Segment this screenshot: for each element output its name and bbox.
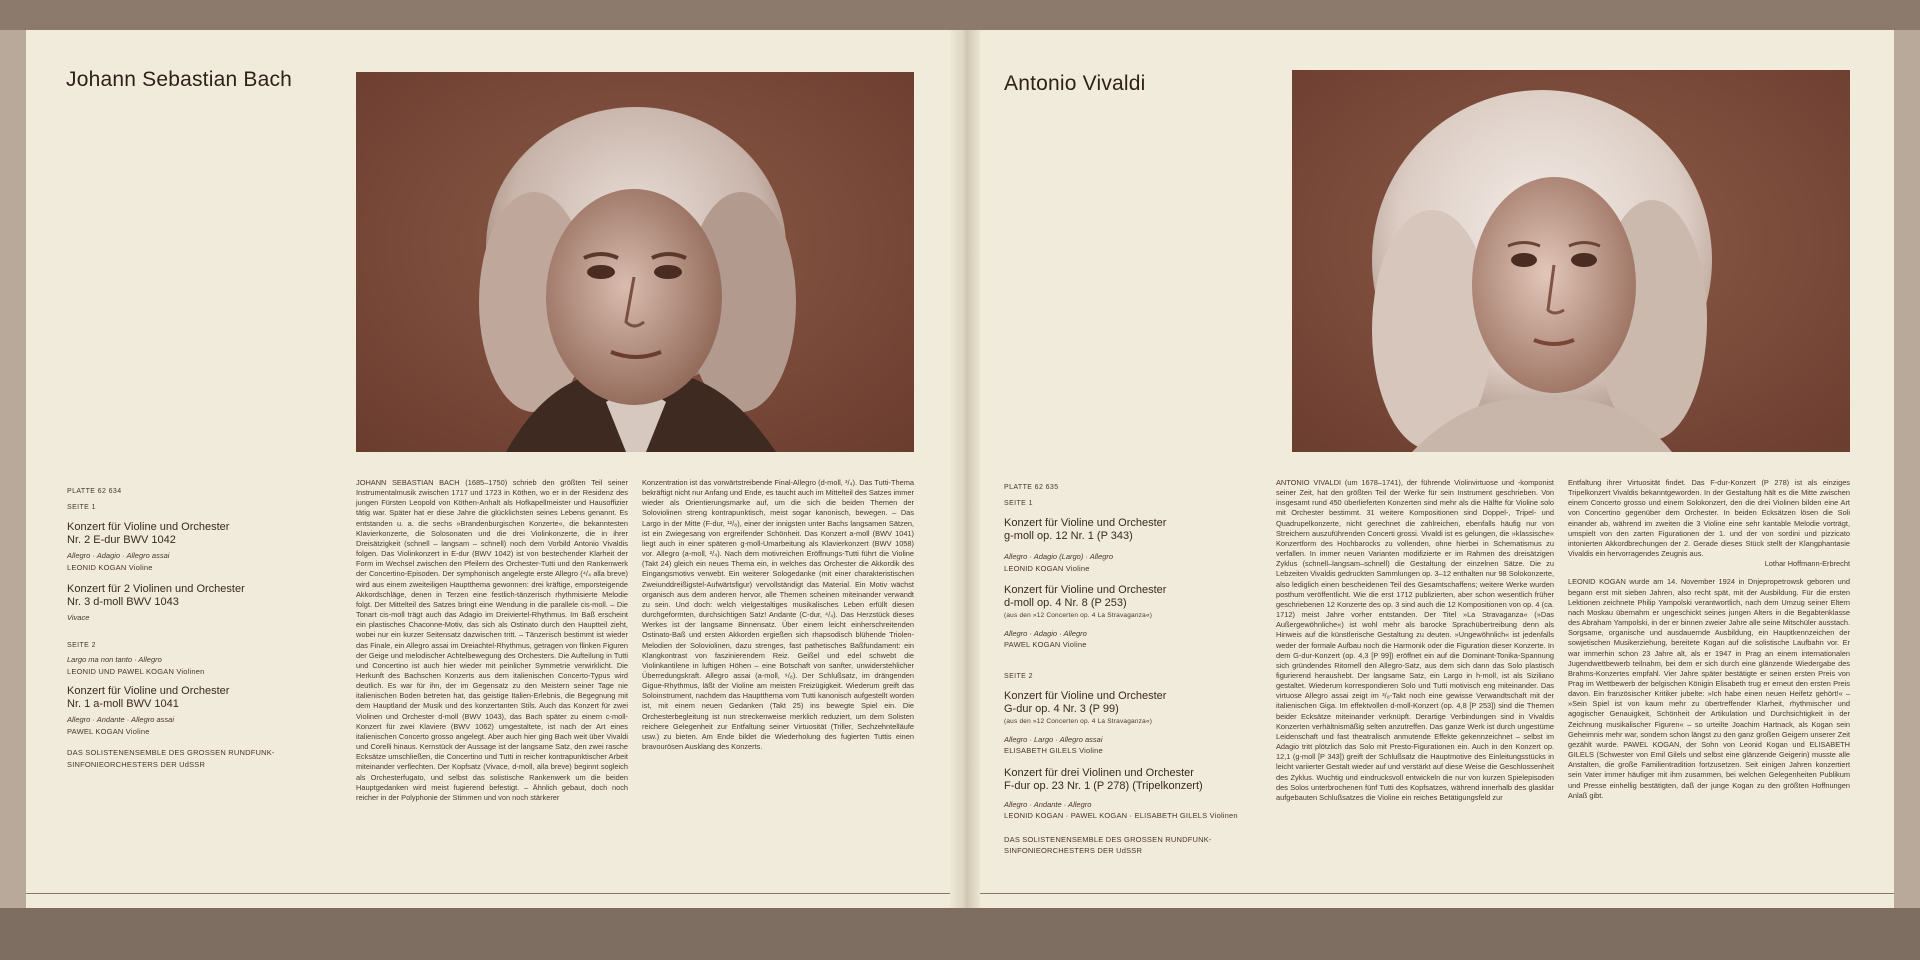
bach-text-column-1 [356, 478, 628, 888]
work-title-line: Konzert für Violine und Orchester [67, 521, 230, 533]
scan-background-bottom [0, 908, 1920, 960]
movements: Largo ma non tanto · Allegro [67, 655, 162, 664]
performers: LEONID KOGAN · PAWEL KOGAN · ELISABETH GILELS Violinen [1004, 811, 1238, 820]
gatefold-spine [950, 30, 980, 908]
performers: LEONID UND PAWEL KOGAN Violinen [67, 666, 205, 676]
vivaldi-text-column-1 [1276, 478, 1554, 890]
work-title-line: g-moll op. 12 Nr. 1 (P 343) [1004, 530, 1133, 542]
movements: Allegro · Adagio · Allegro [1004, 628, 1087, 638]
performers: LEONID KOGAN Violine [1004, 563, 1090, 573]
work-subtitle: (aus den »12 Concerten op. 4 La Stravaganza«) [1004, 612, 1153, 619]
movements: Vivace [67, 613, 90, 622]
work-title [67, 583, 307, 609]
vivaldi-portrait [1292, 70, 1850, 452]
work-title-line: Konzert für drei Violinen und Orchester [1004, 766, 1194, 779]
work-title-line: Nr. 1 a-moll BWV 1041 [67, 698, 179, 710]
work-subtitle: (aus den »12 Concerten op. 4 La Stravaganza«) [1004, 718, 1153, 725]
platte-number: PLATTE 62 635 [1004, 484, 1059, 491]
vivaldi-tracklist [1004, 482, 1244, 857]
bach-tracklist [67, 486, 307, 770]
bach-portrait [356, 72, 914, 452]
work-title-line: Nr. 3 d-moll BWV 1043 [67, 596, 179, 608]
page-bottom-rule [966, 893, 1894, 894]
work-title-line: d-moll op. 4 Nr. 8 (P 253) [1004, 597, 1127, 609]
bach-title: Johann Sebastian Bach [66, 68, 293, 91]
movements: Allegro · Adagio · Allegro assai [67, 551, 170, 560]
side-1-label: SEITE 1 [1004, 499, 1033, 507]
work-title [67, 521, 307, 547]
movements: Allegro · Adagio (Largo) · Allegro [1004, 552, 1114, 561]
scan-background-top [0, 0, 1920, 30]
body-text: JOHANN SEBASTIAN BACH (1685–1750) schrieb den größten Teil seiner Instrumentalmusik zwischen 1717 und 1723 in Köthen, wo er in der Residenz des jungen Fürsten Leopold von Köthen-Anhalt als Hofkapellmeister und Hausoffizier tätig war. Später hat er diese Jahre die glücklichsten seines Lebens genannt. Es entstanden u. a. die sechs »Brandenburgischen Konzerte«, die bekanntesten Klavierkonzerte, die Solosonaten und die drei Violinkonzerte, die in ihrer Dreisätzigkeit (schnell – langsam – schnell) noch dem Vorbild Antonio Vivaldis folgen. Das Violinkonzert in E-dur (BWV 1042) ist von bestechender Klarheit der Form im Wechsel zwischen den Pfeilern des Orchester-Tutti und den Rankenwerk der Concertino-Episoden. Der symphonisch angelegte erste Allegro (⁴/₄ alla breve) wird aus einem zweiteiligen Hauptthema gewonnen: drei kräftige, emporsteigende Akkordschläge, denen in Terzen eine festlich-tänzerisch rhythmisierte Melodie folgt. Der Mittelteil des Satzes bringt eine Wendung in die parallele cis-moll. – Die Tonart cis-moll trägt auch das Adagio im Dreiviertel-Rhythmus. Im Baß erscheint ein plastisches Chaconne-Motiv, das sich als Ostinato durch den Hauptteil zieht, wobei nur ein kurzer Seitensatz dazwischen tritt. – Tänzerisch bestimmt ist wieder das Finale, ein Allegro assai im Dreiachtel-Rhythmus, getragen von flinken Figuren der Geige und melodischer Achtelbewegung des Orchesters. Die Aufteilung in Tutti und Concertino ist auch hier wieder mit peinlicher Symmetrie verwirklicht. Die Herkunft des Bachschen Konzerts aus dem italienischen Concerto-Typus wird deutlich. Es war für ihn, der im Gegensatz zu den Meistern seiner Tage nie italienischen Boden betreten hat, das geistige Italien-Erlebnis, die Begegnung mit dem Hauptland der Musik und des konzertanten Stils. Auch das Konzert für zwei Violinen und Orchester d-moll (BWV 1043), das Bach später zu einem c-moll-Konzert für zwei Klaviere (BWV 1062) umgestaltete, ist nach der Art eines italienischen Concerto grosso angelegt. Aber auch hier ging Bach weit über Vivaldi und Corelli hinaus. Kernstück der Aussage ist der langsame Satz, den zwei rasche Ecksätze umschließen, die Concertino und Tutti in reicher kontrapunktischer Arbeit miteinander verflechten. Der Kopfsatz (Vivace, d-moll, alla breve) beginnt sogleich als Orchesterfugato, und selbst das solistische Rankenwerk um die beiden Hauptgedanken wird meist fugierend befestigt. – Ähnlich gebaut, doch noch reicher in der Polyphonie der Stimmen und von noch stärkerer [356, 478, 628, 802]
body-text: ANTONIO VIVALDI (um 1678–1741), der führende Violinvirtuose und -komponist seiner Zeit, hat den größten Teil der Werke für sein Instrument geschrieben. Von insgesamt rund 450 überlieferten Konzerten sind mehr als die Hälfte für Violine solo mit Orchester bestimmt. 31 weitere Kompositionen sind Doppel-, Tripel- und Quadrupelkonzerte, nicht gerechnet die zahlreichen, ebenfalls häufig nur von Streichern auszuführenden Concerti grossi. Vivaldi ist es gelungen, die »klassische« Konzertform des Hochbarocks zu vollenden, ohne hierbei in Schematismus zu verfallen. In immer neuen Varianten modifizierte er im Rahmen des dreisätzigen Zyklus (schnell–langsam–schnell) die Gestaltung der einzelnen Sätze. Die zu Lebzeiten Vivaldis gedruckten Sammlungen op. 3–12 enthalten nur 98 Solokonzerte, also lediglich einen bescheidenen Teil des Gesamtschaffens; weitere Werke wurden posthum veröffentlicht. Wie die erst 1712 publizierten, aber schon wesentlich früher geschriebenen 12 Konzerte des op. 3 sind auch die 12 Kompositionen von op. 4 (ca. 1712) meist Jahre vorher entstanden. Der Titel »La Stravaganza« (»Das Außergewöhnliche«) ist wohl mehr als barocke Sprachübertreibung denn als Hinweis auf die künstlerische Gestaltung zu deuten. »Ungewöhnlich« ist jedenfalls weder der formale Aufbau noch die Harmonik oder die Figuration dieser Konzerte. In dem G-dur-Konzert (op. 4,3 [P 99]) eröffnet ein auf die Dominant-Tonika-Spannung sich gründendes Ritornell den Allegro-Satz, aus dem sich dann das Solo plastisch figurierend heraushebt. Der langsame Satz, ein Largo in h-moll, ist als Siziliano gestaltet. Wiederum korrespondieren Solo und Tutti motivisch eng miteinander. Das virtuose Allegro assai zeigt im ³/₈-Takt noch eine gewisse Verwandtschaft mit der italienischen Giga. Im effektvollen d-moll-Konzert (op. 4,8 [P 253]) sind die Themen beider Ecksätze miteinander verknüpft. Derartige Verbindungen sind in Vivaldis Konzerten verhältnismäßig selten anzutreffen. Das ganze Werk ist durch ungestüme Leidenschaft und fast theatralisch anmutende Effekte gekennzeichnet – selbst im Adagio tritt plötzlich das Solo mit Presto-Figurationen ein. Auch in den Konzert op. 12,1 (g-moll [P 343]) greift der Schlußsatz die Hauptmotive des Einleitungsstücks in leicht variierter Gestalt wieder auf und verstärkt auf diese Weise die Geschlossenheit des Zyklus. Wuchtig und eindrucksvoll entwickeln die nur von kurzen Spielepisoden des Solos unterbrochenen fünf Tutti des Kopfsatzes, während innerhalb des glasklar aufgebauten Schlußsatzes die Violine ein reiches Betätigungsfeld zur [1276, 478, 1554, 802]
work-title-line: Konzert für 2 Violinen und Orchester [67, 583, 245, 595]
vivaldi-title: Antonio Vivaldi [1004, 72, 1146, 95]
body-text: LEONID KOGAN wurde am 14. November 1924 in Dnjepropetrowsk geboren und begann erst mit sieben Jahren, also recht spät, mit der Ausbildung. Für die ersten Lektionen zeichnete Philip Yampolski verantwortlich, nach dem Umzug seiner Eltern nach Moskau übernahm er ungeschickt seines jungen Alters in die Begabtenklasse des Abraham Yampolski, in der er binnen zweier Jahre alle seine Mitschüler ausstach. Sorgsame, organische und ausdauernde Ausbildung, ein Hauptkennzeichen der sowjetischen Musikerziehung, bereitete Kogan auf die solistische Laufbahn vor. Er war immerhin schon 23 Jahre alt, als er 1947 in Prag an einem internationalen Jugendwettbewerb teilnahm, bei dem er sich durch eine glänzende Wiedergabe des Brahms-Konzertes empfahl. Vier Jahre später bestätigte er seinen ersten Preis von Prag im Wettbewerb der belgischen Königin Elisabeth trug er erneut den ersten Preis davon. Ein französischer Kritiker jubelte: »Ich habe einen neuen Heifetz gehört!« – »Sein Spiel ist von kaum mehr zu übertreffender Klarheit, rhythmischer und agogischer Genauigkeit, Schönheit der Artikulation und Durchsichtigkeit in der Zeichnung musikalischer Figuren« – so urteilte Joachim Hartnack, als Kogan sein Geheimnis mehr war, sondern schon längst zu den ganz großen Geigern unserer Zeit gezählt wurde. PAWEL KOGAN, der Sohn von Leonid Kogan und ELISABETH GILELS (Schwester von Emil Gilels und selbst eine glänzende Geigerin) musste alle Anstalten, die große Familientradition fortzusetzen. Seit einigen Jahren konzertiert sein Vater immer häufiger mit ihm zusammen, bei welchen Gelegenheiten Publikum und Presse einhellig bestätigten, daß der junge Kogan zu den größten Hoffnungen Anlaß gibt. [1568, 577, 1850, 800]
ensemble-line: SINFONIEORCHESTERS DER UdSSR [67, 759, 206, 769]
work-title [67, 685, 307, 711]
work-title [1004, 517, 1244, 543]
author-signature: Lothar Hoffmann-Erbrecht [1764, 559, 1850, 569]
work-title [1004, 767, 1244, 793]
work-title-line: F-dur op. 23 Nr. 1 (P 278) (Tripelkonzert) [1004, 779, 1203, 792]
work-title [1004, 584, 1244, 610]
performers: LEONID KOGAN Violine [67, 562, 153, 572]
work-title-line: Konzert für Violine und Orchester [67, 685, 230, 697]
work-title-line: Konzert für Violine und Orchester [1004, 584, 1167, 596]
platte-number: PLATTE 62 634 [67, 488, 122, 495]
body-text: Entfaltung ihrer Virtuosität findet. Das F-dur-Konzert (P 278) ist als einziges Tripelkonzert Vivaldis bekanntgeworden. In der Gestaltung hält es die Mitte zwischen einem Concerto grosso und einem Solokonzert, den die drei Violinen bilden eine Art von Concertino gegenüber dem Orchester. In beiden Ecksätzen lösen die Soli einander ab, während im zweiten die 3 Violine eine sehr kantable Melodie vorträgt, umspielt von den zarten Figurationen der 1. und der von sordini und pizzicato intonierten Akkordbrechungen der 2. Gerade dieses Stück stellt der Klangphantasie Vivaldis ein hervorragendes Zeugnis aus. [1568, 478, 1850, 559]
work-title-line: G-dur op. 4 Nr. 3 (P 99) [1004, 703, 1119, 715]
side-2-label: SEITE 2 [67, 641, 96, 649]
ensemble-line: DAS SOLISTENENSEMBLE DES GROSSEN RUNDFUNK- [67, 748, 275, 757]
work-title-line: Nr. 2 E-dur BWV 1042 [67, 534, 176, 546]
page-bottom-rule [26, 893, 966, 894]
movements: Allegro · Andante · Allegro assai [67, 715, 174, 724]
work-title-line: Konzert für Violine und Orchester [1004, 690, 1167, 702]
vivaldi-text-column-2 [1568, 478, 1850, 890]
ensemble-line: DAS SOLISTENENSEMBLE DES GROSSEN RUNDFUNK- [1004, 834, 1212, 844]
performers: ELISABETH GILELS Violine [1004, 746, 1103, 755]
bach-text-column-2 [642, 478, 914, 888]
work-title [1004, 690, 1244, 716]
side-1-label: SEITE 1 [67, 503, 96, 511]
movements: Allegro · Largo · Allegro assai [1004, 734, 1103, 744]
body-text: Konzentration ist das vorwärtstreibende Final-Allegro (d-moll, ³/₄). Das Tutti-Thema bekräftigt nicht nur Anfang und Ende, es taucht auch im Mittelteil des Satzes immer wieder als Orientierungsmarke auf, um die sich die beiden Themen der Soloviolinen streng kontrapunktisch, meist sogar kanonisch, bewegen. – Das Largo in der Mitte (F-dur, ¹²/₈), einer der innigsten unter Bachs langsamen Sätzen, ist ein Zwiegesang von ergreifender Schönheit. Das Konzert a-moll (BWV 1041) liegt auch in einer späteren g-moll-Umarbeitung als Klavierkonzert (BWV 1058) vor. Allegro (a-moll, ²/₄). Nach dem motivreichen Eröffnungs-Tutti führt die Violine (Takt 24) gleich ein neues Thema ein, in welches das Orchester die Akkordik des Eingangsmotivs verwebt. Ein weiterer Sologedanke (mit einer charakteristischen Zweiunddreißigstel-Aufwärtsfigur) vervollständigt das Material. Ein Motiv wächst organisch aus dem anderen hervor, alle Themen scheinen miteinander verwandt zu sein. Und doch: welch vielgestaltiges musikalisches Leben erfüllt diesen durchgeformten, durchsichtigen Satz! Andante (C-dur, ⁴/₄). Das Herzstück dieses Werkes ist der langsame Binnensatz. Über einem leicht einherschreitenden Ostinato-Baß und ersten Akkorden ergießen sich rhapsodisch blühende Triolen-Melodien der Soloviolinen, dazu strenges, fast pathetisches Baßfundament: ein Klangkontrast von faszinierendem Reiz. Geißel und edel schwebt die Violinkantilene in luftigen Höhen – eine Botschaft von sanfter, unwiderstehlicher Überredungskraft. Allegro assai (a-moll, ⁹/₈). Der Schlußsatz, im drängenden Gigue-Rhythmus, läßt der Violine am meisten Freizügigkeit. Wiederum greift das Soloinstrument, nachdem das Hauptthema vom Tutti kanonisch aufgestellt worden ist, mit einem neuen Gedanken (Takt 25) ins bewegte Spiel ein. Die Orchesterbegleitung ist nun streckenweise merklich reduziert, um dem Solisten reichere Gelegenheit zur Entfaltung seiner Virtuosität (Triller, Sechzehntelläufe usw.) zu bieten. Am Ende bildet die Wiederholung des fugierten Tuttis einen bravourösen Ausklang des Konzerts. [642, 478, 914, 752]
performers: PAWEL KOGAN Violine [67, 726, 150, 736]
work-title-line: Konzert für Violine und Orchester [1004, 517, 1167, 529]
ensemble-line: SINFONIEORCHESTERS DER UdSSR [1004, 846, 1143, 855]
movements: Allegro · Andante · Allegro [1004, 799, 1092, 809]
side-2-label: SEITE 2 [1004, 672, 1033, 680]
performers: PAWEL KOGAN Violine [1004, 640, 1087, 649]
